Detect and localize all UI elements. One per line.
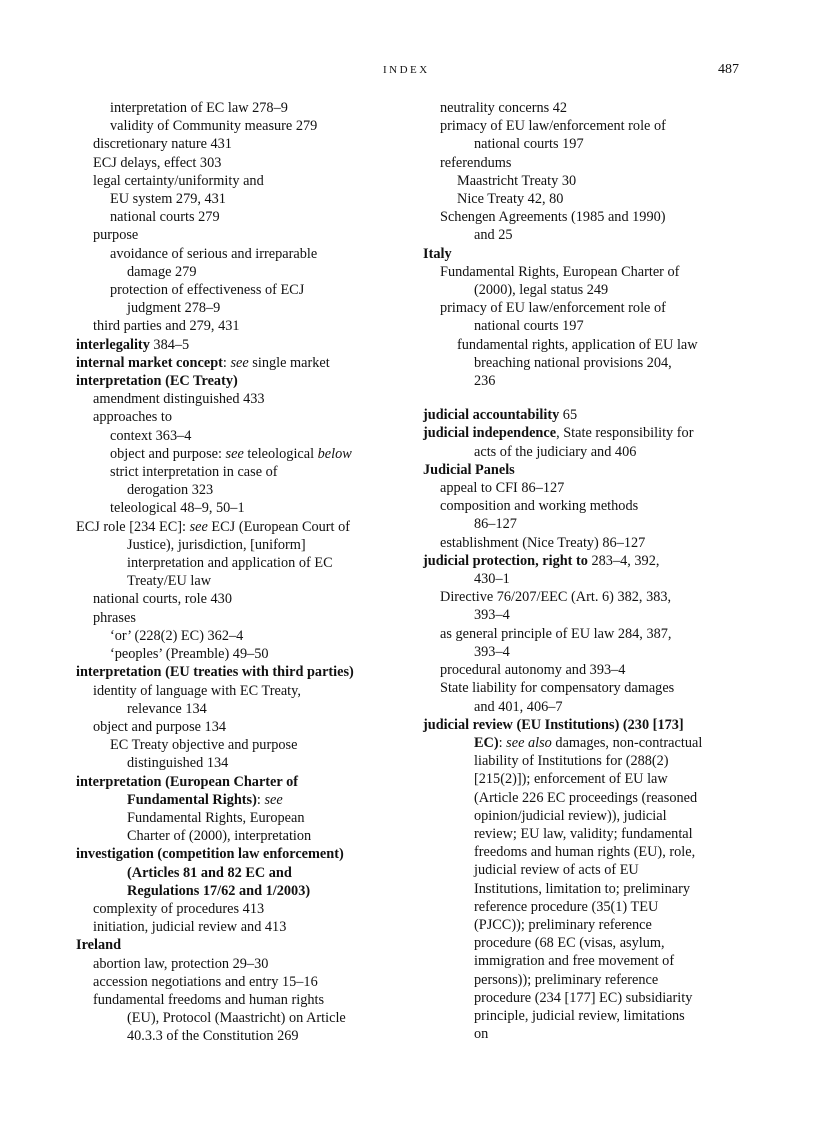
index-headword [423,424,753,442]
index-subentry: neutrality concerns 42 [440,100,568,116]
index-subentry: national courts 197 [474,318,584,335]
index-subentry: State liability for compensatory damages [440,680,675,697]
entry-text: 65 [559,407,578,424]
entry-text: 384–5 [149,336,190,353]
index-headword [76,663,406,681]
index-subentry: object and purpose 134 [93,718,227,735]
index-subentry: damage 279 [127,263,197,280]
index-subentry: fundamental freedoms and human rights [93,991,325,1008]
entry-text: : [498,734,507,751]
index-subentry: breaching national provisions 204, [474,354,672,371]
index-subentry: 236 [474,373,496,390]
entry-text: : [256,791,265,808]
index-subentry: derogation 323 [127,482,214,499]
index-subentry: amendment distinguished 433 [93,391,265,408]
index-subentry: EU system 279, 431 [110,191,226,208]
index-headword [423,716,753,734]
index-subentry: establishment (Nice Treaty) 86–127 [440,534,646,551]
index-subentry: liability of Institutions for (288(2) [474,753,669,770]
index-subentry: 393–4 [474,643,510,660]
index-column-right [423,99,753,1043]
headword-text: Fundamental Rights) [127,791,257,808]
index-subentry: appeal to CFI 86–127 [440,480,565,497]
headword-text: judicial independence [423,425,557,442]
index-subentry: strict interpretation in case of [110,464,278,481]
index-subentry: fundamental rights, application of EU law [457,336,698,353]
entry-text: , State responsibility for [556,425,694,442]
index-subentry: interpretation and application of EC [127,555,333,572]
index-subentry: (Article 226 EC proceedings (reasoned [474,789,698,806]
index-subentry: on [474,1026,489,1043]
entry-text: : [222,354,231,371]
index-subentry: opinion/judicial review)), judicial [474,807,667,824]
index-subentry: immigration and free movement of [474,953,675,970]
index-subentry: acts of the judiciary and 406 [474,443,637,460]
headword-text: investigation (competition law enforcement) [76,846,344,863]
entry-text: ECJ (European Court of [207,518,350,535]
entry-text: ECJ role [234 EC]: [76,518,190,535]
entry-text: damages, non-contractual [551,734,703,751]
headword-text: Italy [423,245,452,262]
index-headword [423,245,753,263]
index-subentry: approaches to [93,409,172,426]
cross-reference-marker: below [317,445,352,462]
index-subentry: accession negotiations and entry 15–16 [93,973,318,990]
index-subentry: complexity of procedures 413 [93,900,265,917]
index-subentry: protection of effectiveness of ECJ [110,282,305,299]
headword-text: internal market concept [76,354,223,371]
page-header [0,62,816,82]
entry-text: object and purpose: [110,445,226,462]
index-subentry: (2000), legal status 249 [474,282,609,299]
index-headword [76,336,406,354]
index-subentry: Fundamental Rights, European Charter of [440,263,680,280]
index-subentry: ‘or’ (228(2) EC) 362–4 [110,627,244,644]
headword-text: (Articles 81 and 82 EC and [127,864,292,881]
entry-text: 283–4, 392, [587,552,660,569]
index-headword [76,372,406,390]
index-subentry: [215(2)]); enforcement of EU law [474,771,668,788]
index-headword [76,773,406,791]
index-subentry: Schengen Agreements (1985 and 1990) [440,209,666,226]
headword-text: interlegality [76,336,150,353]
index-subentry: national courts 279 [110,209,220,226]
headword-text: interpretation (EC Treaty) [76,373,238,390]
index-subentry: review; EU law, validity; fundamental [474,825,693,842]
index-subentry: reference procedure (35(1) TEU [474,898,659,915]
cross-reference-marker: see [264,791,283,808]
headword-text: Regulations 17/62 and 1/2003) [127,882,311,899]
index-subentry: Nice Treaty 42, 80 [457,191,564,208]
headword-text: interpretation (European Charter of [76,773,298,790]
cross-reference-marker: see [189,518,208,535]
index-subentry: procedure (234 [177] EC) subsidiarity [474,989,693,1006]
index-headword [76,518,406,536]
index-column-left [76,99,406,1046]
headword-text: judicial protection, right to [423,552,588,569]
index-subentry: judicial review of acts of EU [474,862,639,879]
index-headword [423,406,753,424]
entry-text: single market [248,354,330,371]
index-subentry: EC Treaty objective and purpose [110,737,298,754]
index-subentry: distinguished 134 [127,755,229,772]
index-subentry [76,864,406,882]
page-number: 487 [718,62,739,77]
headword-text: judicial review (EU Institutions) (230 [173] [423,716,684,733]
index-subentry: primacy of EU law/enforcement role of [440,300,666,317]
index-subentry: ECJ delays, effect 303 [93,154,222,171]
cross-reference-marker: see [230,354,249,371]
index-subentry [76,791,406,809]
index-subentry: purpose [93,227,139,244]
index-subentry [76,882,406,900]
index-subentry: (PJCC)); preliminary reference [474,916,652,933]
index-subentry: interpretation of EC law 278–9 [110,100,288,116]
index-subentry: (EU), Protocol (Maastricht) on Article [127,1010,346,1027]
headword-text: EC) [474,734,499,751]
index-subentry: Fundamental Rights, European [127,809,305,826]
index-subentry: national courts 197 [474,136,584,153]
headword-text: Judicial Panels [423,461,515,478]
index-subentry: 86–127 [474,516,517,533]
index-subentry: abortion law, protection 29–30 [93,955,269,972]
index-subentry: freedoms and human rights (EU), role, [474,844,696,861]
index-subentry: Justice), jurisdiction, [uniform] [127,536,306,553]
index-subentry: third parties and 279, 431 [93,318,240,335]
index-subentry: 430–1 [474,571,510,588]
cross-reference-marker: see [225,445,244,462]
index-subentry: and 25 [474,227,513,244]
index-subentry: composition and working methods [440,498,639,515]
index-subentry [76,445,406,463]
index-headword [423,552,753,570]
headword-text: Ireland [76,937,122,954]
index-subentry: judgment 278–9 [127,300,221,317]
index-headword [76,354,406,372]
index-subentry: primacy of EU law/enforcement role of [440,118,666,135]
index-subentry: Maastricht Treaty 30 [457,172,577,189]
index-subentry: referendums [440,154,512,171]
index-subentry: and 401, 406–7 [474,698,563,715]
index-subentry: Institutions, limitation to; preliminary [474,880,691,897]
index-headword [423,461,753,479]
index-subentry: as general principle of EU law 284, 387, [440,625,672,642]
headword-text: interpretation (EU treaties with third parties) [76,664,354,681]
index-subentry: teleological 48–9, 50–1 [110,500,245,517]
index-subentry: discretionary nature 431 [93,136,232,153]
index-subentry: Charter of (2000), interpretation [127,828,312,845]
index-subentry: procedure (68 EC (visas, asylum, [474,935,665,952]
entry-text: teleological [243,445,318,462]
index-subentry: 40.3.3 of the Constitution 269 [127,1028,299,1045]
headword-text: judicial accountability [423,407,560,424]
cross-reference-marker: see also [506,734,552,751]
running-head: INDEX [383,64,430,76]
index-subentry: principle, judicial review, limitations [474,1007,685,1024]
index-subentry: 393–4 [474,607,510,624]
index-subentry: phrases [93,609,136,626]
index-subentry: avoidance of serious and irreparable [110,245,318,262]
index-subentry: legal certainty/uniformity and [93,172,264,189]
index-subentry: context 363–4 [110,427,192,444]
index-subentry [423,734,753,752]
index-headword [76,845,406,863]
index-subentry: identity of language with EC Treaty, [93,682,301,699]
index-subentry: national courts, role 430 [93,591,232,608]
index-subentry: initiation, judicial review and 413 [93,919,287,936]
index-subentry: Treaty/EU law [127,573,212,590]
index-subentry: validity of Community measure 279 [110,118,318,135]
index-subentry: procedural autonomy and 393–4 [440,662,626,679]
index-subentry: Directive 76/207/EEC (Art. 6) 382, 383, [440,589,672,606]
index-subentry: persons)); preliminary reference [474,971,659,988]
index-subentry: ‘peoples’ (Preamble) 49–50 [110,646,269,663]
index-subentry: relevance 134 [127,700,207,717]
index-headword [76,936,406,954]
entry-gap [423,390,753,406]
